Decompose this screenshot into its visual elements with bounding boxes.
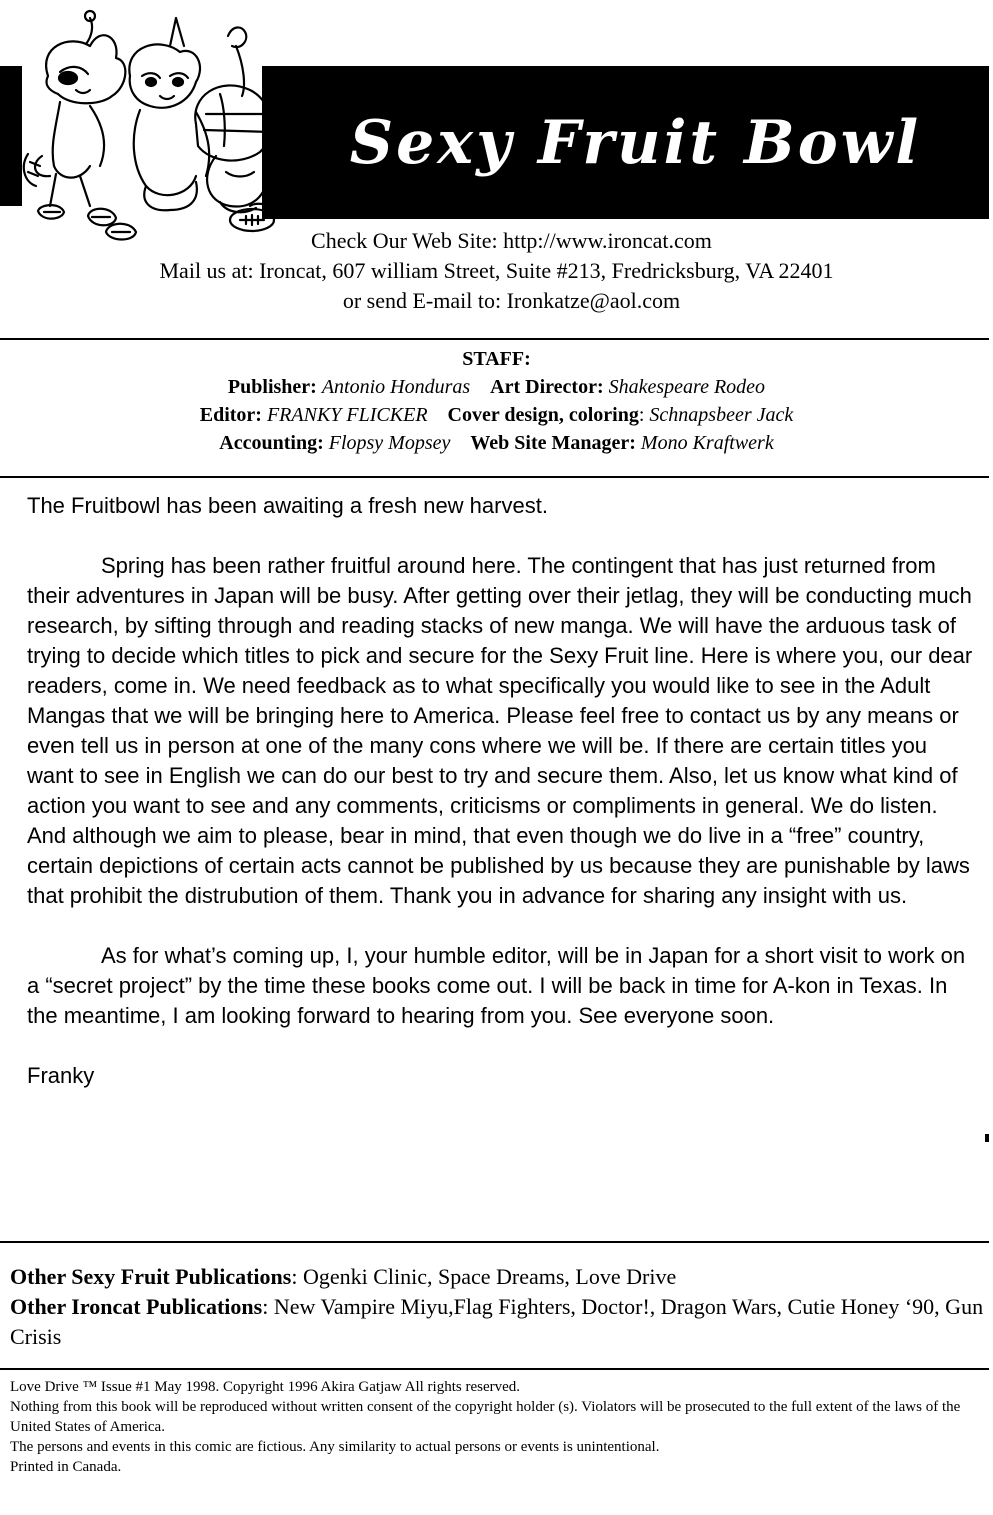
publications-label: Other Sexy Fruit Publications — [10, 1264, 292, 1289]
sexy-fruit-publications — [10, 1262, 985, 1292]
letter-opening: The Fruitbowl has been awaiting a fresh new harvest. — [27, 493, 548, 518]
legal-line: Nothing from this book will be reproduced without written consent of the copyright holder (s). Violators will be prosecuted to the full extent of the laws of the United States of America. — [10, 1399, 961, 1435]
staff-role: Editor: — [199, 404, 262, 426]
email-line: or send E-mail to: Ironkatze@aol.com — [342, 288, 681, 313]
staff-role: Accounting: — [219, 432, 324, 454]
letter-paragraph: As for what’s coming up, I, your humble editor, will be in Japan for a short visit to work on a “secret project” by the time these books come out. I will be back in time for A-kon in Texas. In the meantime, I am looking forward to hearing from you. See everyone soon. — [27, 943, 966, 1028]
editor-letter — [27, 491, 977, 1091]
legal-line: Printed in Canada. — [10, 1459, 122, 1475]
ironcat-publications — [10, 1292, 985, 1352]
publications-block — [10, 1262, 985, 1352]
letter-signature: Franky — [27, 1063, 95, 1088]
web-site-line: Check Our Web Site: http://www.ironcat.com — [311, 228, 712, 253]
staff-row — [0, 429, 993, 457]
staff-name: FRANKY FLICKER — [266, 404, 428, 426]
legal-notice — [10, 1377, 980, 1477]
staff-role: Cover design, coloring — [447, 404, 639, 426]
divider — [0, 476, 989, 478]
divider — [0, 1241, 989, 1243]
staff-name: Shakespeare Rodeo — [608, 376, 766, 398]
publications-list: : Ogenki Clinic, Space Dreams, Love Drive — [291, 1264, 677, 1289]
title-banner — [262, 66, 989, 219]
staff-name: Schnapsbeer Jack — [649, 404, 794, 426]
letter-paragraph: Spring has been rather fruitful around here. The contingent that has just returned from their adventures in Japan will be busy. After getting over their jetlag, they will be conducting much research, by sifting through and reading stacks of new manga. We will have the arduous task of trying to decide which titles to pick and secure for the Sexy Fruit line. Here is where you, our dear readers, come in. We need feedback as to what specifically you would like to see in the Adult Mangas that we will be bringing here to America. Please feel free to contact us by any means or even tell us in person at one of the many cons where we will be. If there are certain titles you want to see in English we can do our best to try and secure them. Also, let us know what kind of action you want to see and any comments, criticisms or compliments in general. We do listen. And although we aim to please, bear in mind, that even though we do live in a “free” country, certain depictions of certain acts cannot be published by us because they are punishable by laws that prohibit the distrubution of them. Thank you in advance for sharing any insight with us. — [27, 553, 973, 908]
contact-block — [0, 226, 993, 316]
staff-role: Art Director: — [490, 376, 604, 398]
publications-list: : New Vampire Miyu,Flag Fighters, Doctor!, Dragon Wars, Cutie Honey ‘90, Gun Crisis — [10, 1294, 984, 1349]
mascot-illustration — [20, 6, 288, 254]
staff-name: Mono Kraftwerk — [640, 432, 774, 454]
staff-block — [0, 345, 993, 457]
scan-mark — [985, 1134, 989, 1142]
staff-row — [0, 373, 993, 401]
legal-line: Love Drive ™ Issue #1 May 1998. Copyright 1996 Akira Gatjaw All rights reserved. — [10, 1379, 521, 1395]
divider — [0, 338, 989, 340]
staff-row: Editor: FRANKY FLICKER Cover design, coloring: Schnapsbeer Jack — [199, 404, 794, 426]
staff-name: Antonio Honduras — [321, 376, 471, 398]
left-black-bar — [0, 66, 22, 206]
staff-role: Web Site Manager: — [470, 432, 636, 454]
staff-heading: STAFF: — [462, 348, 531, 370]
publications-label: Other Ironcat Publications — [10, 1294, 263, 1319]
staff-role: Publisher: — [227, 376, 317, 398]
legal-line: The persons and events in this comic are fictious. Any similarity to actual persons or events is unintentional. — [10, 1439, 660, 1455]
staff-name: Flopsy Mopsey — [328, 432, 451, 454]
mail-address-line: Mail us at: Ironcat, 607 william Street, Suite #213, Fredricksburg, VA 22401 — [159, 258, 834, 283]
page-title: Sexy Fruit Bowl — [349, 107, 922, 178]
divider — [0, 1368, 989, 1370]
